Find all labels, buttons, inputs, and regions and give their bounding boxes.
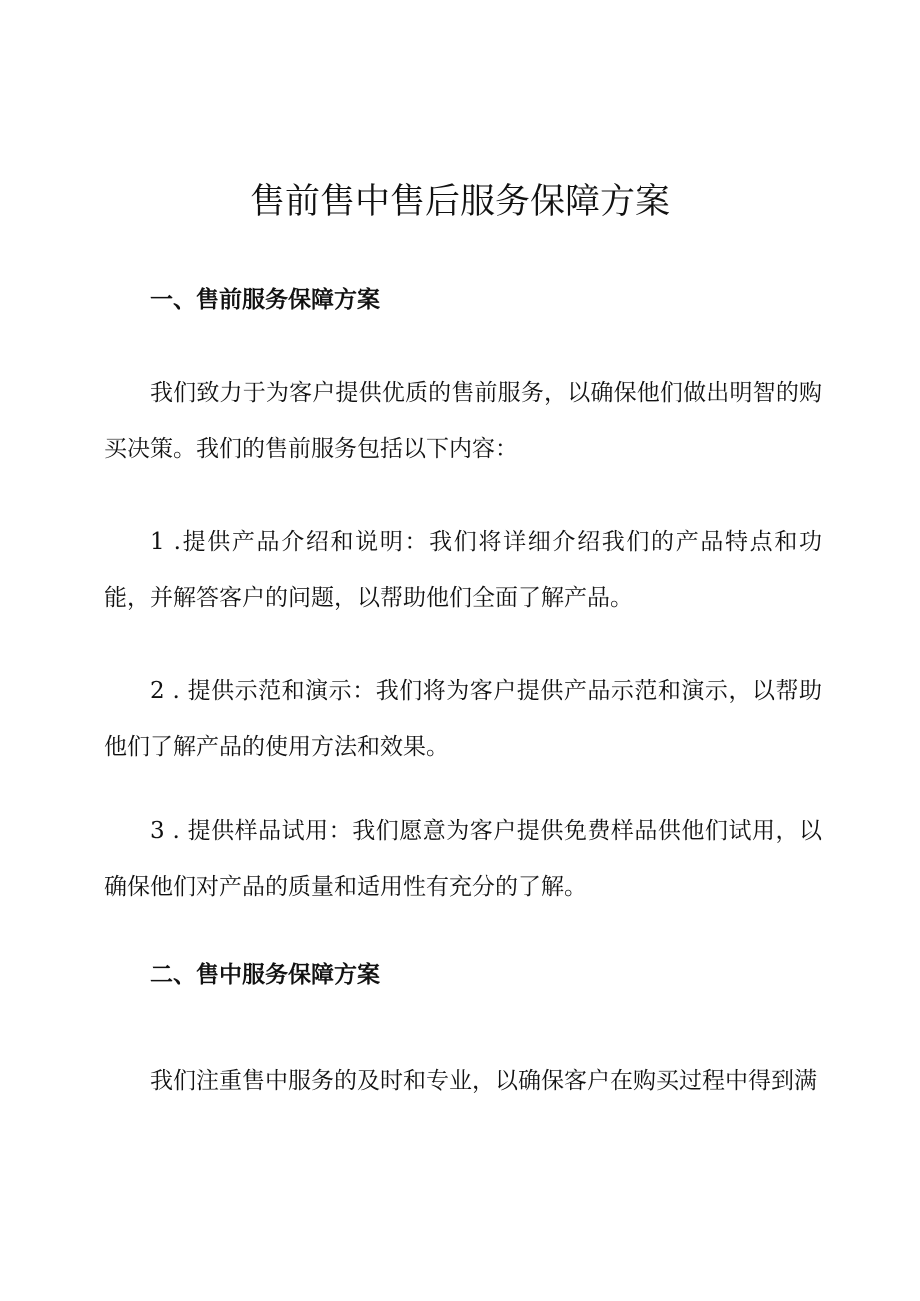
paragraph-presale-item-1: 1 .提供产品介绍和说明：我们将详细介绍我们的产品特点和功能，并解答客户的问题，以帮助他们全面了解产品。 [104, 529, 822, 611]
paragraph-insale-intro: 我们注重售中服务的及时和专业，以确保客户在购买过程中得到满 [150, 1068, 817, 1094]
paragraph-presale-item-2: 2 . 提供示范和演示：我们将为客户提供产品示范和演示，以帮助他们了解产品的使用方法和效果。 [104, 678, 822, 760]
paragraph-presale-item-3: 3 . 提供样品试用：我们愿意为客户提供免费样品供他们试用，以确保他们对产品的质量和适用性有充分的了解。 [104, 818, 822, 900]
paragraph-presale-intro: 我们致力于为客户提供优质的售前服务，以确保他们做出明智的购买决策。我们的售前服务包括以下内容： [104, 380, 822, 462]
section-heading-insale: 二、售中服务保障方案 [150, 961, 380, 988]
document-title: 售前售中售后服务保障方案 [249, 182, 670, 222]
section-heading-presale: 一、售前服务保障方案 [150, 286, 380, 313]
